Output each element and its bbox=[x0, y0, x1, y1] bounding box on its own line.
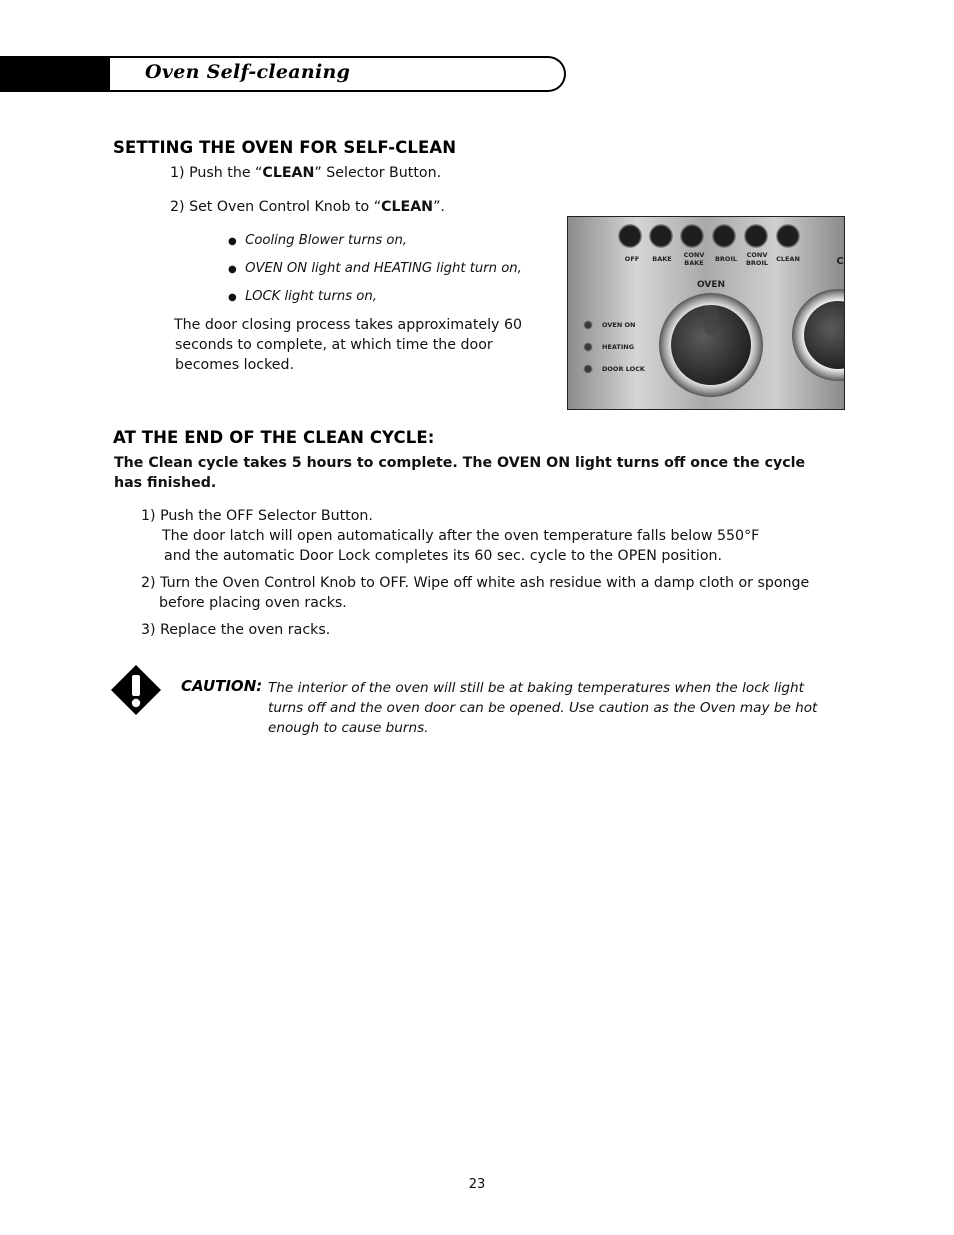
section-heading-end-clean-cycle: AT THE END OF THE CLEAN CYCLE: bbox=[113, 428, 435, 447]
section-heading-self-clean: SETTING THE OVEN FOR SELF-CLEAN bbox=[113, 138, 457, 157]
end-step-3: 3) Replace the oven racks. bbox=[141, 622, 331, 638]
step-2-set-knob: 2) Set Oven Control Knob to “CLEAN”. bbox=[170, 199, 445, 215]
page-title: Oven Self-cleaning bbox=[145, 61, 351, 83]
button-label-conv-bake: CONV BAKE bbox=[683, 251, 705, 267]
step-1-push-clean: 1) Push the “CLEAN” Selector Button. bbox=[170, 165, 442, 181]
bullet-item: ● LOCK light turns on, bbox=[228, 289, 377, 304]
button-label-clean: CLEAN bbox=[776, 255, 800, 263]
indicator-label-door-lock: DOOR LOCK bbox=[602, 365, 645, 373]
button-label-off: OFF bbox=[624, 255, 640, 263]
caution-warning-icon bbox=[110, 664, 162, 716]
bullet-item: ● OVEN ON light and HEATING light turn on, bbox=[228, 261, 522, 276]
button-label-bake: BAKE bbox=[652, 255, 672, 263]
control-panel-photo bbox=[567, 216, 845, 410]
caution-label: CAUTION: bbox=[181, 677, 263, 695]
page-number: 23 bbox=[468, 1177, 486, 1192]
button-label-conv-broil: CONV BROIL bbox=[745, 251, 769, 267]
caution-text: The interior of the oven will still be at baking temperatures when the lock light turns off and the oven door can be opened. Use caution as the Oven may be hot enough to cause burns. bbox=[268, 680, 818, 736]
button-label-broil: BROIL bbox=[714, 255, 738, 263]
clean-cycle-duration-note: The Clean cycle takes 5 hours to complete. The OVEN ON light turns off once the cycle has finished. bbox=[114, 455, 806, 491]
bullet-dot-icon: ● bbox=[228, 236, 237, 247]
oven-knob-label: OVEN bbox=[696, 280, 726, 290]
door-closing-paragraph: The door closing process takes approximately 60 seconds to complete, at which time the door becomes locked. bbox=[174, 317, 523, 373]
end-step-1: 1) Push the OFF Selector Button. The door latch will open automatically after the oven temperature falls below 550°F and the automatic Door Lock completes its 60 sec. cycle to the OPEN position. bbox=[141, 508, 760, 564]
edge-letter: C bbox=[836, 256, 844, 267]
indicator-label-heating: HEATING bbox=[602, 343, 635, 351]
bullet-dot-icon: ● bbox=[228, 264, 237, 275]
end-step-2: 2) Turn the Oven Control Knob to OFF. Wipe off white ash residue with a damp cloth or sponge before placing oven racks. bbox=[141, 575, 810, 611]
bullet-dot-icon: ● bbox=[228, 292, 237, 303]
bullet-item: ● Cooling Blower turns on, bbox=[228, 233, 408, 248]
indicator-label-oven-on: OVEN ON bbox=[602, 321, 636, 329]
header-black-bar bbox=[0, 56, 112, 92]
